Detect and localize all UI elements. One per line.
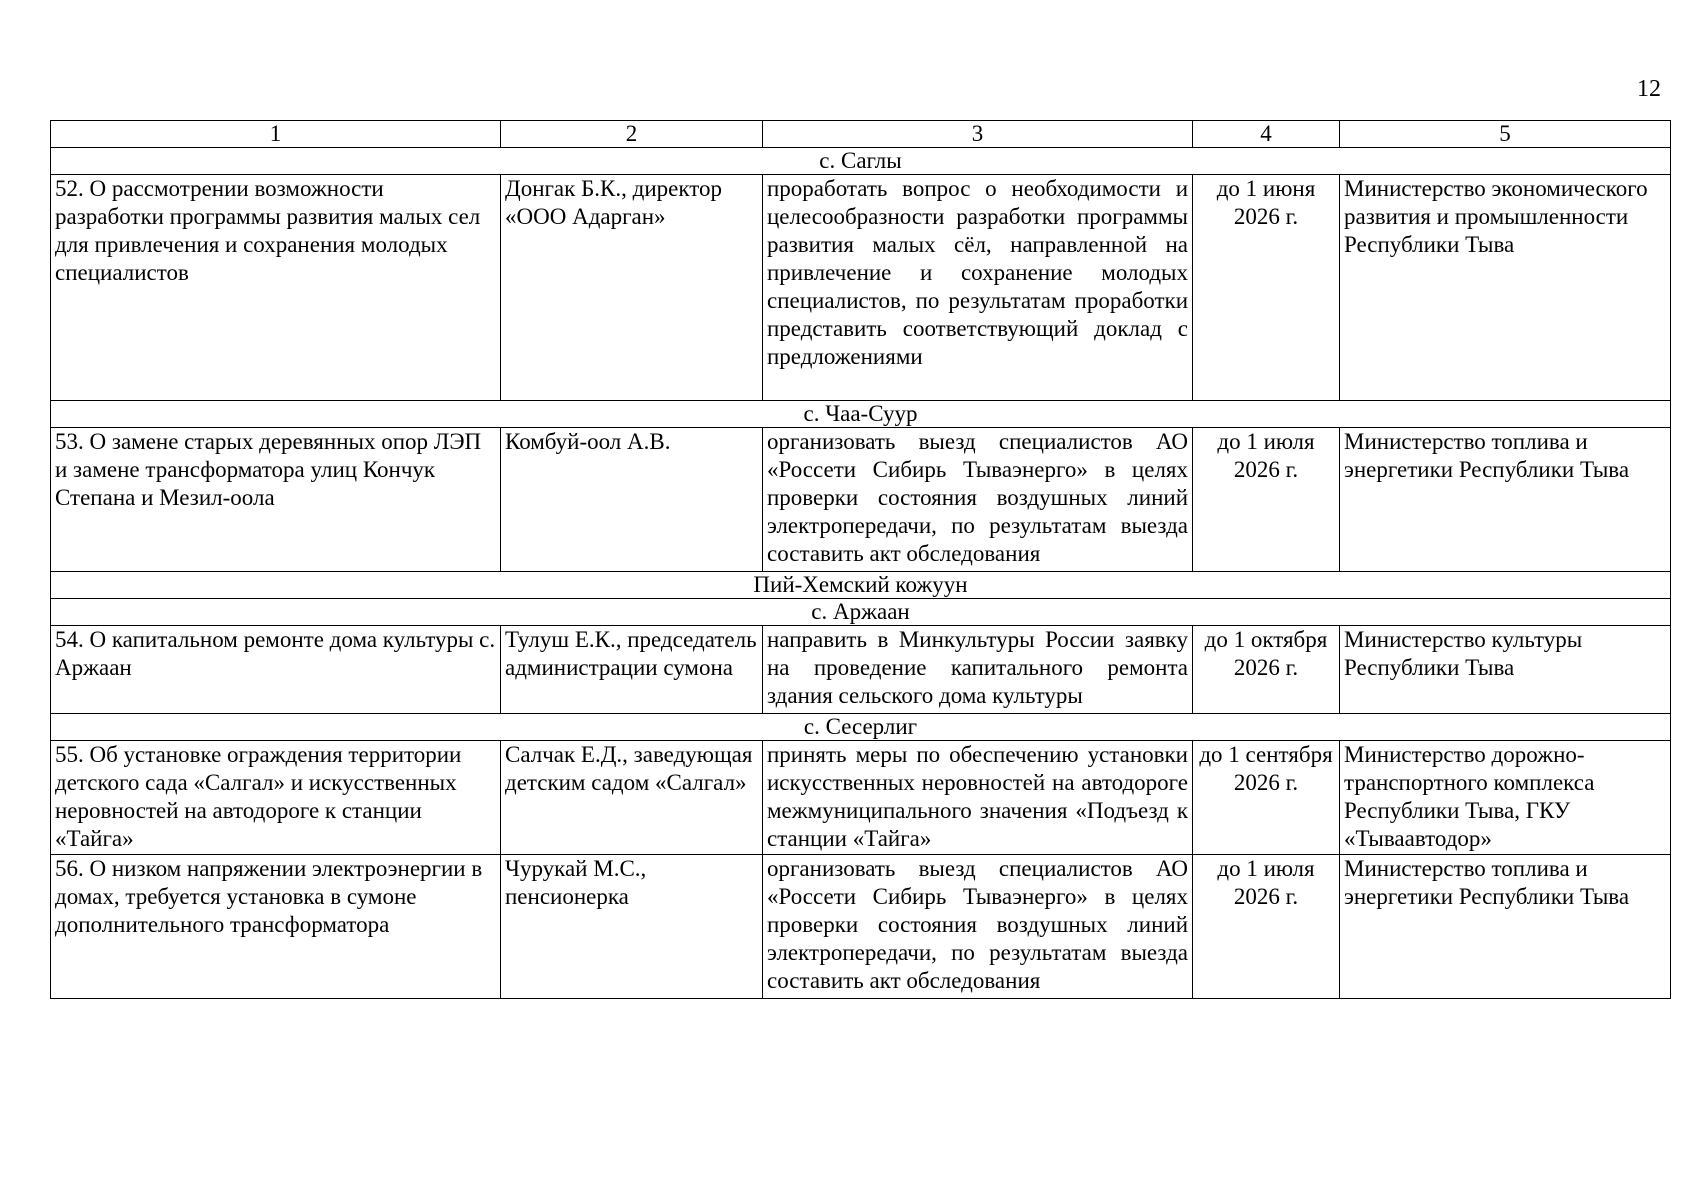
column-number: 4 <box>1193 121 1340 148</box>
action-cell: организовать выезд специалистов АО «Россети Сибирь Тываэнерго» в целях проверки состояния воздушных линий электропередачи, по результатам выезда составить акт обследования <box>763 855 1193 999</box>
column-number: 3 <box>763 121 1193 148</box>
table-row <box>51 741 1671 855</box>
section-row <box>51 572 1671 599</box>
issue-cell: 53. О замене старых деревянных опор ЛЭП и замене трансформатора улиц Кончук Степана и Мезил-оола <box>51 428 501 572</box>
column-number: 1 <box>51 121 501 148</box>
table-row <box>51 428 1671 572</box>
responsible-cell: Министерство топлива и энергетики Республики Тыва <box>1340 428 1671 572</box>
section-heading: Пий-Хемский кожуун <box>51 572 1671 599</box>
responsible-cell: Министерство культуры Республики Тыва <box>1340 626 1671 714</box>
issue-cell: 52. О рассмотрении возможности разработки программы развития малых сел для привлечения и сохранения молодых специалистов <box>51 175 501 401</box>
deadline-cell: до 1 июля 2026 г. <box>1193 855 1340 999</box>
section-row <box>51 714 1671 741</box>
section-heading: с. Чаа-Суур <box>51 401 1671 428</box>
page-number: 12 <box>1637 76 1661 102</box>
issue-cell: 54. О капитальном ремонте дома культуры с. Аржаан <box>51 626 501 714</box>
responsible-cell: Министерство топлива и энергетики Республики Тыва <box>1340 855 1671 999</box>
table-row <box>51 855 1671 999</box>
decisions-table <box>50 120 1671 999</box>
deadline-cell: до 1 июня 2026 г. <box>1193 175 1340 401</box>
deadline-cell: до 1 июля 2026 г. <box>1193 428 1340 572</box>
deadline-cell: до 1 сентября 2026 г. <box>1193 741 1340 855</box>
issue-cell: 55. Об установке ограждения территории детского сада «Салгал» и искусственных неровностей на автодороге к станции «Тайга» <box>51 741 501 855</box>
responsible-cell: Министерство дорожно-транспортного комплекса Республики Тыва, ГКУ «Тываавтодор» <box>1340 741 1671 855</box>
action-cell: принять меры по обеспечению установки искусственных неровностей на автодороге межмуниципального значения «Подъезд к станции «Тайга» <box>763 741 1193 855</box>
column-number: 5 <box>1340 121 1671 148</box>
applicant-cell: Тулуш Е.К., председатель администрации сумона <box>501 626 763 714</box>
section-row <box>51 148 1671 175</box>
section-row <box>51 599 1671 626</box>
issue-cell: 56. О низком напряжении электроэнергии в домах, требуется установка в сумоне дополнительного трансформатора <box>51 855 501 999</box>
section-row <box>51 401 1671 428</box>
deadline-cell: до 1 октября 2026 г. <box>1193 626 1340 714</box>
action-cell: проработать вопрос о необходимости и целесообразности разработки программы развития малых сёл, направленной на привлечение и сохранение молодых специалистов, по результатам проработки представить соответствующий доклад с предложениями <box>763 175 1193 401</box>
applicant-cell: Салчак Е.Д., заведующая детским садом «Салгал» <box>501 741 763 855</box>
table-row <box>51 175 1671 401</box>
column-number: 2 <box>501 121 763 148</box>
applicant-cell: Донгак Б.К., директор «ООО Адарган» <box>501 175 763 401</box>
column-number-row <box>51 121 1671 148</box>
section-heading: с. Сесерлиг <box>51 714 1671 741</box>
applicant-cell: Комбуй-оол А.В. <box>501 428 763 572</box>
responsible-cell: Министерство экономического развития и промышленности Республики Тыва <box>1340 175 1671 401</box>
section-heading: с. Аржаан <box>51 599 1671 626</box>
table-row <box>51 626 1671 714</box>
action-cell: направить в Минкультуры России заявку на проведение капитального ремонта здания сельского дома культуры <box>763 626 1193 714</box>
section-heading: с. Саглы <box>51 148 1671 175</box>
applicant-cell: Чурукай М.С., пенсионерка <box>501 855 763 999</box>
action-cell: организовать выезд специалистов АО «Россети Сибирь Тываэнерго» в целях проверки состояния воздушных линий электропередачи, по результатам выезда составить акт обследования <box>763 428 1193 572</box>
